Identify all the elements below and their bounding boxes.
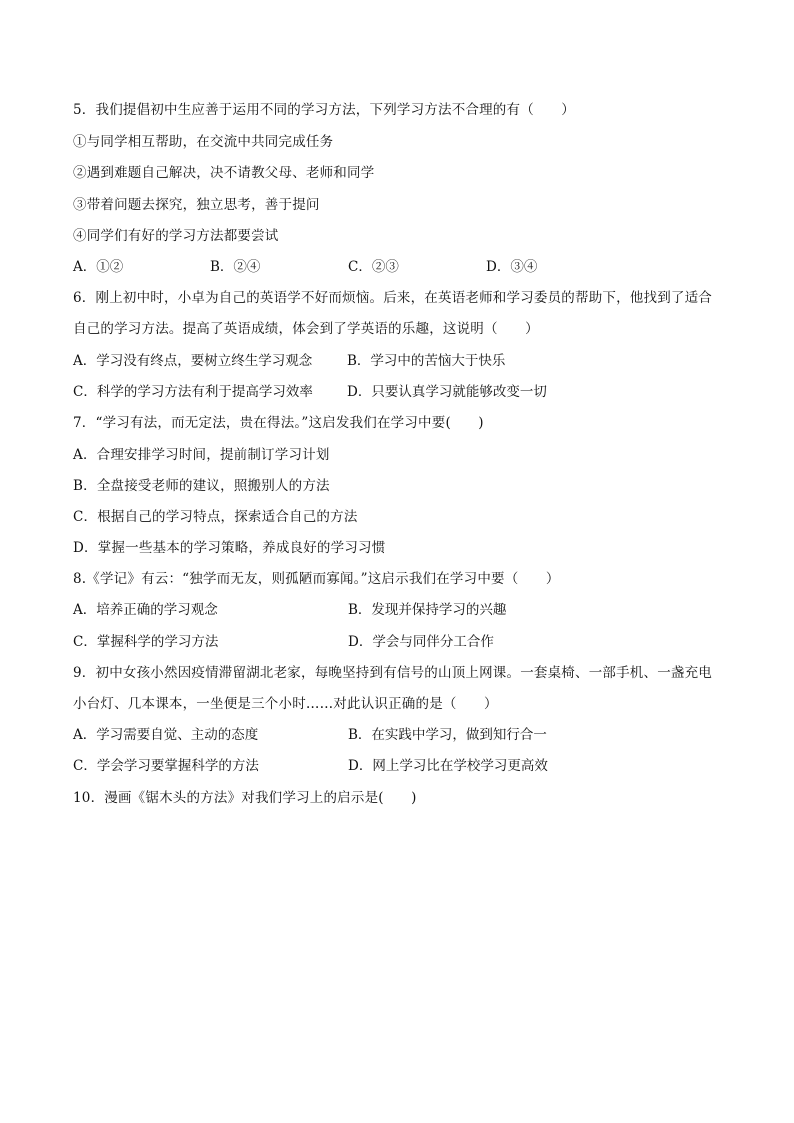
q7-option-b: B．全盘接受老师的建议，照搬别人的方法 xyxy=(73,478,330,494)
q5-option-d: D．③④ xyxy=(486,259,538,275)
q7-stem: 7．“学习有法，而无定法，贵在得法。”这启发我们在学习中要( ) xyxy=(73,415,484,431)
q9-stem-line2: 小台灯、几本课本，一坐便是三个小时……对此认识正确的是（ ） xyxy=(73,696,498,712)
q6-option-a: A．学习没有终点，要树立终生学习观念 xyxy=(73,353,313,369)
q10-stem: 10．漫画《锯木头的方法》对我们学习上的启示是( ) xyxy=(73,790,417,806)
q8-stem: 8.《学记》有云：“独学而无友，则孤陋而寡闻。”这启示我们在学习中要（ ） xyxy=(73,571,560,587)
q8-option-d: D．学会与同伴分工合作 xyxy=(348,634,494,650)
q6-option-c: C．科学的学习方法有利于提高学习效率 xyxy=(73,384,313,400)
q9-option-c: C．学会学习要掌握科学的方法 xyxy=(73,758,259,774)
q7-option-d: D．掌握一些基本的学习策略，养成良好的学习习惯 xyxy=(73,540,386,556)
q6-stem-line2: 自己的学习方法。提高了英语成绩，体会到了学英语的乐趣，这说明（ ） xyxy=(73,321,539,337)
q9-option-b: B．在实践中学习，做到知行合一 xyxy=(348,727,547,743)
q7-option-c: C．根据自己的学习特点，探索适合自己的方法 xyxy=(73,509,358,525)
q8-option-c: C．掌握科学的学习方法 xyxy=(73,634,219,650)
q9-option-d: D．网上学习比在学校学习更高效 xyxy=(348,758,548,774)
q6-option-b: B．学习中的苦恼大于快乐 xyxy=(347,353,506,369)
q5-item-1: ①与同学相互帮助，在交流中共同完成任务 xyxy=(73,134,334,150)
q9-option-a: A．学习需要自觉、主动的态度 xyxy=(73,727,259,743)
q5-item-2: ②遇到难题自己解决，决不请教父母、老师和同学 xyxy=(73,165,375,181)
q9-stem-line1: 9．初中女孩小然因疫情滞留湖北老家，每晚坚持到有信号的山顶上网课。一套桌椅、一部手机、一盏充电 xyxy=(73,665,712,681)
q5-option-a: A．①② xyxy=(73,259,124,275)
q8-option-a: A．培养正确的学习观念 xyxy=(73,602,218,618)
q8-option-b: B．发现并保持学习的兴趣 xyxy=(348,602,507,618)
q6-stem-line1: 6．刚上初中时，小卓为自己的英语学不好而烦恼。后来，在英语老师和学习委员的帮助下，他找到了适合 xyxy=(73,290,712,306)
q6-option-d: D．只要认真学习就能够改变一切 xyxy=(347,384,547,400)
q5-option-b: B．②④ xyxy=(210,259,261,275)
q5-stem: 5．我们提倡初中生应善于运用不同的学习方法，下列学习方法不合理的有（ ） xyxy=(73,102,575,118)
q5-option-c: C．②③ xyxy=(348,259,399,275)
q7-option-a: A．合理安排学习时间，提前制订学习计划 xyxy=(73,447,330,463)
q5-item-3: ③带着问题去探究，独立思考，善于提问 xyxy=(73,197,320,213)
q5-item-4: ④同学们有好的学习方法都要尝试 xyxy=(73,228,279,244)
